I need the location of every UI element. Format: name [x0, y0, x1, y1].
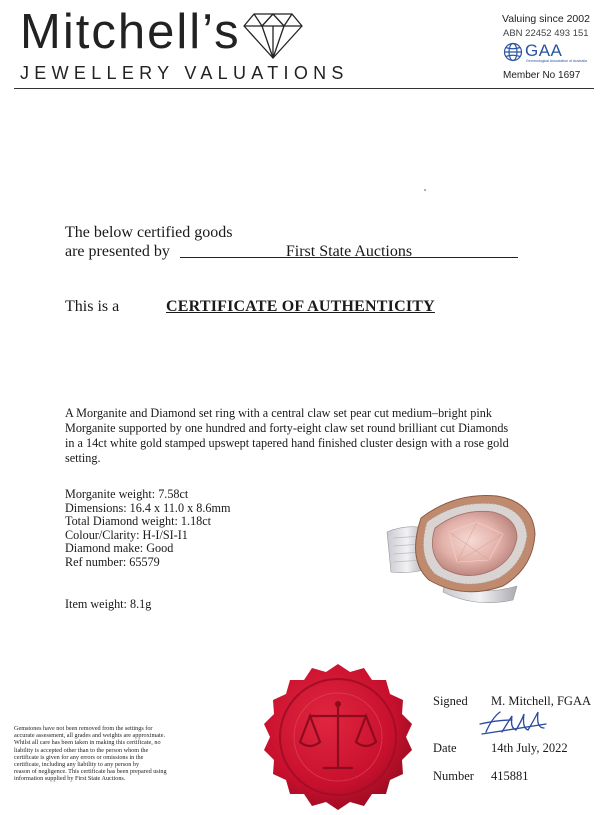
date-label: Date: [433, 741, 457, 755]
description-line: A Morganite and Diamond set ring with a central claw set pear cut medium–bright pink: [65, 406, 492, 420]
gaa-globe-icon: [503, 42, 523, 62]
brand-subtitle: JEWELLERY VALUATIONS: [20, 63, 349, 83]
presenter-name: First State Auctions: [285, 243, 413, 260]
wax-seal-icon: [258, 662, 418, 812]
description-line: in a 14ct white gold stamped upswept tapered hand finished cluster design with a rose gold: [65, 436, 509, 450]
disclaimer-line: reason of negligence. This certificate has been prepared using: [14, 768, 167, 776]
gaa-logo-text: GAA: [525, 41, 563, 60]
disclaimer-line: Whilst all care has been taken in making this certificate, no: [14, 739, 161, 747]
brand-name: Mitchell’s: [20, 5, 241, 59]
date-value: 14th July, 2022: [491, 741, 568, 755]
disclaimer: [14, 725, 229, 783]
gaa-tagline: Gemmological Association of Australia: [526, 59, 587, 63]
disclaimer-line: liability is accepted other than to the person whom the: [14, 746, 149, 754]
certificate-prefix: This is a: [65, 298, 120, 315]
spec-diamond-make: Diamond make: Good: [65, 541, 174, 555]
signed-label: Signed: [433, 694, 468, 708]
item-specs: [65, 488, 230, 569]
header-divider: [14, 88, 594, 89]
member-number: [503, 70, 580, 81]
abn-number: ABN 22452 493 151: [503, 28, 589, 39]
disclaimer-line: Gemstones have not been removed from the settings for: [14, 725, 153, 732]
spec-ref-number: Ref number: 65579: [65, 554, 160, 569]
item-description: [65, 406, 545, 466]
speck: [424, 189, 426, 191]
member-label: Member No: [503, 70, 556, 81]
disclaimer-line: information supplied by First State Auctions.: [14, 775, 126, 783]
number-label: Number: [433, 769, 474, 783]
intro-line-2: are presented by: [65, 243, 170, 260]
description-line: setting.: [65, 451, 101, 465]
spec-colour-clarity: Colour/Clarity: H-I/SI-I1: [65, 527, 188, 542]
disclaimer-line: accurate assessment, all grades and weights are approximate.: [14, 732, 166, 740]
signer-name: M. Mitchell, FGAA: [491, 694, 591, 708]
ring-photo: [385, 488, 540, 608]
spec-dimensions: Dimensions: 16.4 x 11.0 x 8.6mm: [65, 500, 231, 515]
spec-morganite-weight: Morganite weight: 7.58ct: [65, 487, 189, 501]
certificate-title: CERTIFICATE OF AUTHENTICITY: [166, 298, 435, 315]
disclaimer-line: certificate is given for any errors or omissions in the: [14, 753, 144, 761]
valuing-since: Valuing since 2002: [502, 13, 590, 25]
presenter-underline: [180, 257, 518, 258]
handwritten-signature: [478, 708, 550, 738]
diamond-logo-icon: [242, 10, 304, 60]
certificate-number: 415881: [491, 769, 529, 783]
intro-line-1: The below certified goods: [65, 224, 233, 241]
member-value: 1697: [558, 70, 581, 81]
description-line: Morganite supported by one hundred and forty-eight claw set round brilliant cut Diamonds: [65, 421, 509, 435]
disclaimer-line: certificate, including any liability to any person by: [14, 761, 140, 769]
item-weight: Item weight: 8.1g: [65, 597, 152, 611]
spec-diamond-weight: Total Diamond weight: 1.18ct: [65, 514, 212, 528]
